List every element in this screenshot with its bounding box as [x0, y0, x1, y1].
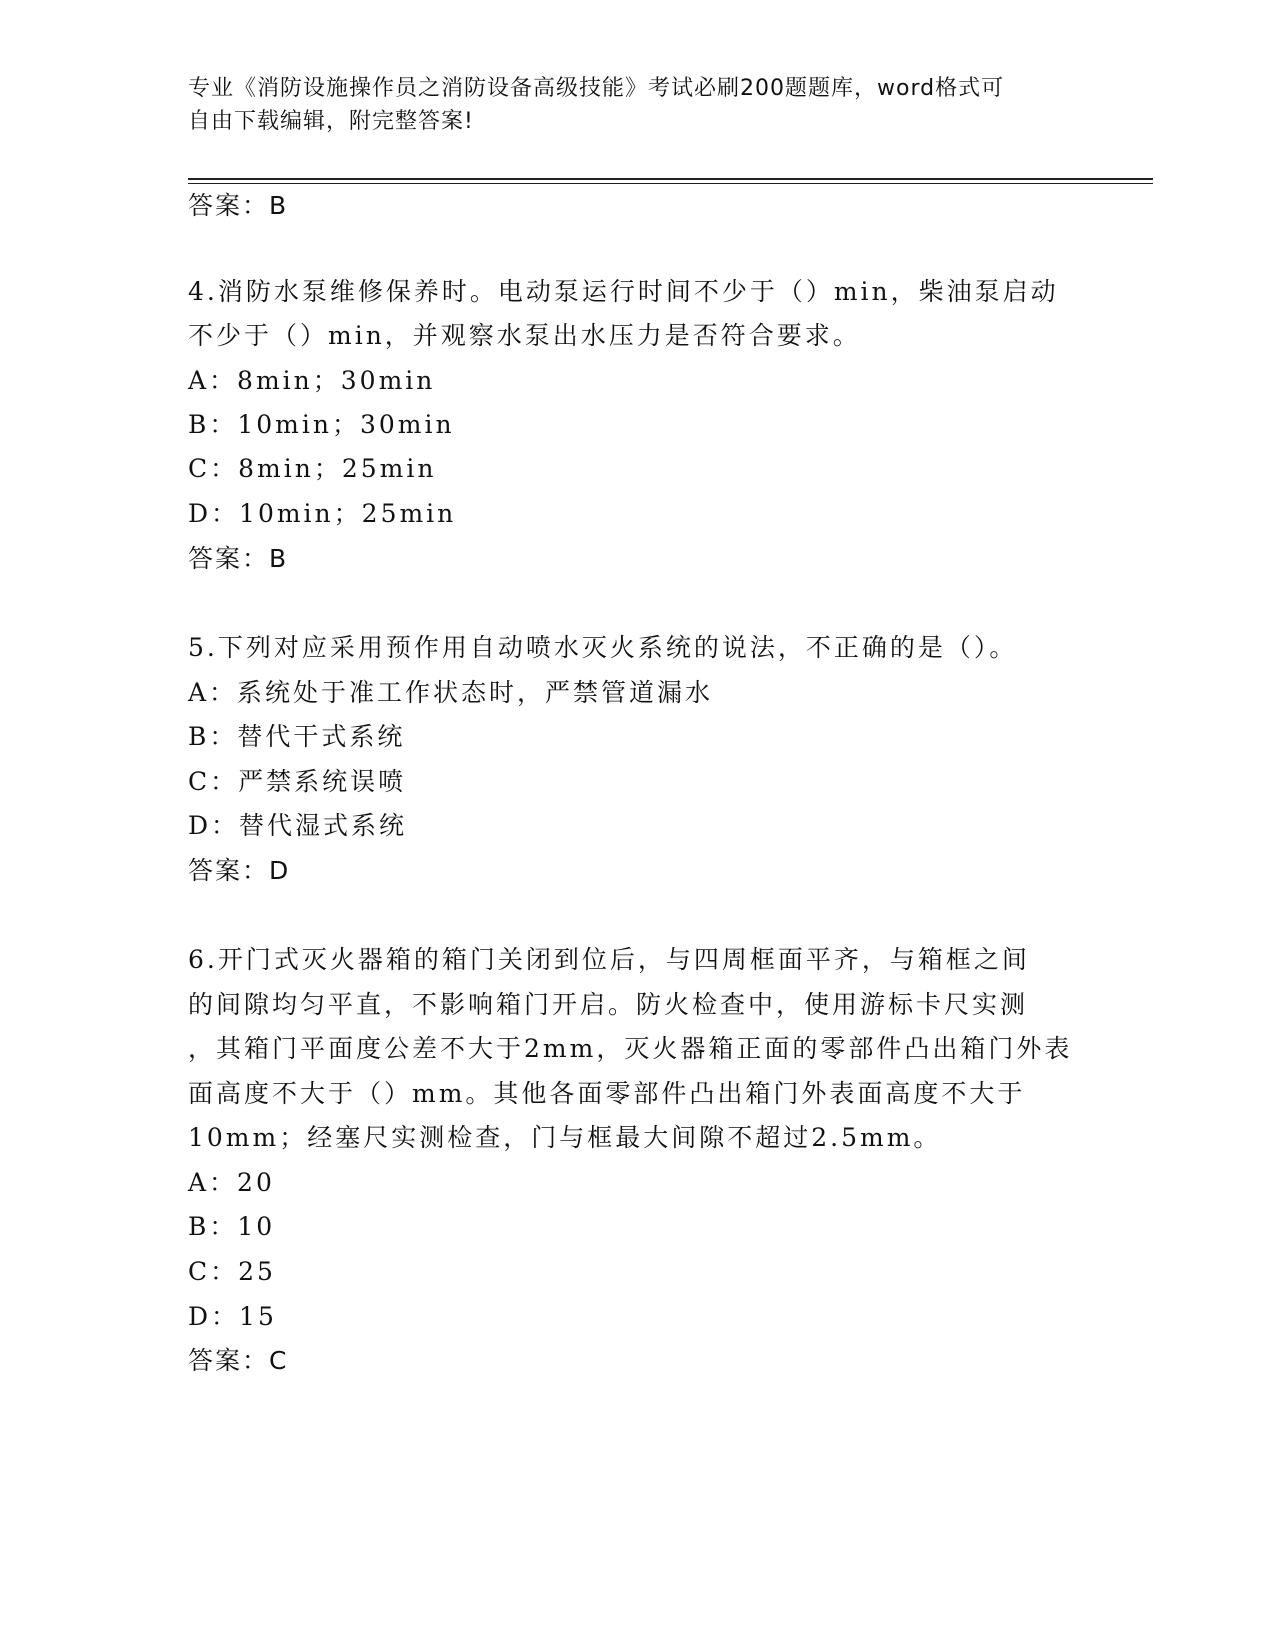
- question-5-option-d: D：替代湿式系统: [188, 811, 408, 840]
- question-5-option-c: C：严禁系统误喷: [188, 767, 407, 796]
- question-6-stem-line-2: 的间隙均匀平直，不影响箱门开启。防火检查中，使用游标卡尺实测: [188, 990, 1029, 1019]
- question-5-option-b: B：替代干式系统: [188, 722, 406, 751]
- question-6-stem-line-4: 面高度不大于（）mm。其他各面零部件凸出箱门外表面高度不大于: [188, 1079, 1026, 1108]
- header-line-2: 自由下载编辑，附完整答案!: [188, 109, 474, 134]
- question-4-option-c: C：8min；25min: [188, 454, 437, 483]
- question-4-option-a: A：8min；30min: [188, 366, 436, 395]
- question-6-option-c: C：25: [188, 1257, 276, 1286]
- question-5-answer: 答案：D: [188, 856, 291, 885]
- question-5-option-a: A：系统处于准工作状态时，严禁管道漏水: [188, 678, 714, 707]
- question-6-option-a: A：20: [188, 1168, 275, 1197]
- question-5-stem-line-1: 5.下列对应采用预作用自动喷水灭火系统的说法，不正确的是（）。: [188, 633, 1018, 662]
- question-4-stem-line-1: 4.消防水泵维修保养时。电动泵运行时间不少于（）min，柴油泵启动: [188, 277, 1059, 306]
- header-divider-thick: [188, 178, 1153, 180]
- question-6-stem-line-3: ，其箱门平面度公差不大于2mm，灭火器箱正面的零部件凸出箱门外表: [188, 1034, 1073, 1063]
- question-6-option-d: D：15: [188, 1302, 277, 1331]
- question-6-answer: 答案：C: [188, 1346, 289, 1375]
- question-6-stem-line-1: 6.开门式灭火器箱的箱门关闭到位后，与四周框面平齐，与箱框之间: [188, 945, 1030, 974]
- question-6-option-b: B：10: [188, 1212, 276, 1241]
- header-line-1: 专业《消防设施操作员之消防设备高级技能》考试必刷200题题库，word格式可: [188, 76, 1005, 101]
- header-divider-thin: [188, 183, 1153, 184]
- document-header: [188, 72, 1068, 138]
- question-4-stem-line-2: 不少于（）min，并观察水泵出水压力是否符合要求。: [188, 321, 861, 350]
- question-6-stem-line-5: 10mm；经塞尺实测检查，门与框最大间隙不超过2.5mm。: [188, 1123, 942, 1152]
- question-4-option-b: B：10min；30min: [188, 410, 455, 439]
- question-4-option-d: D：10min；25min: [188, 499, 457, 528]
- question-4-answer: 答案：B: [188, 544, 289, 573]
- answer-line: 答案：B: [188, 191, 289, 220]
